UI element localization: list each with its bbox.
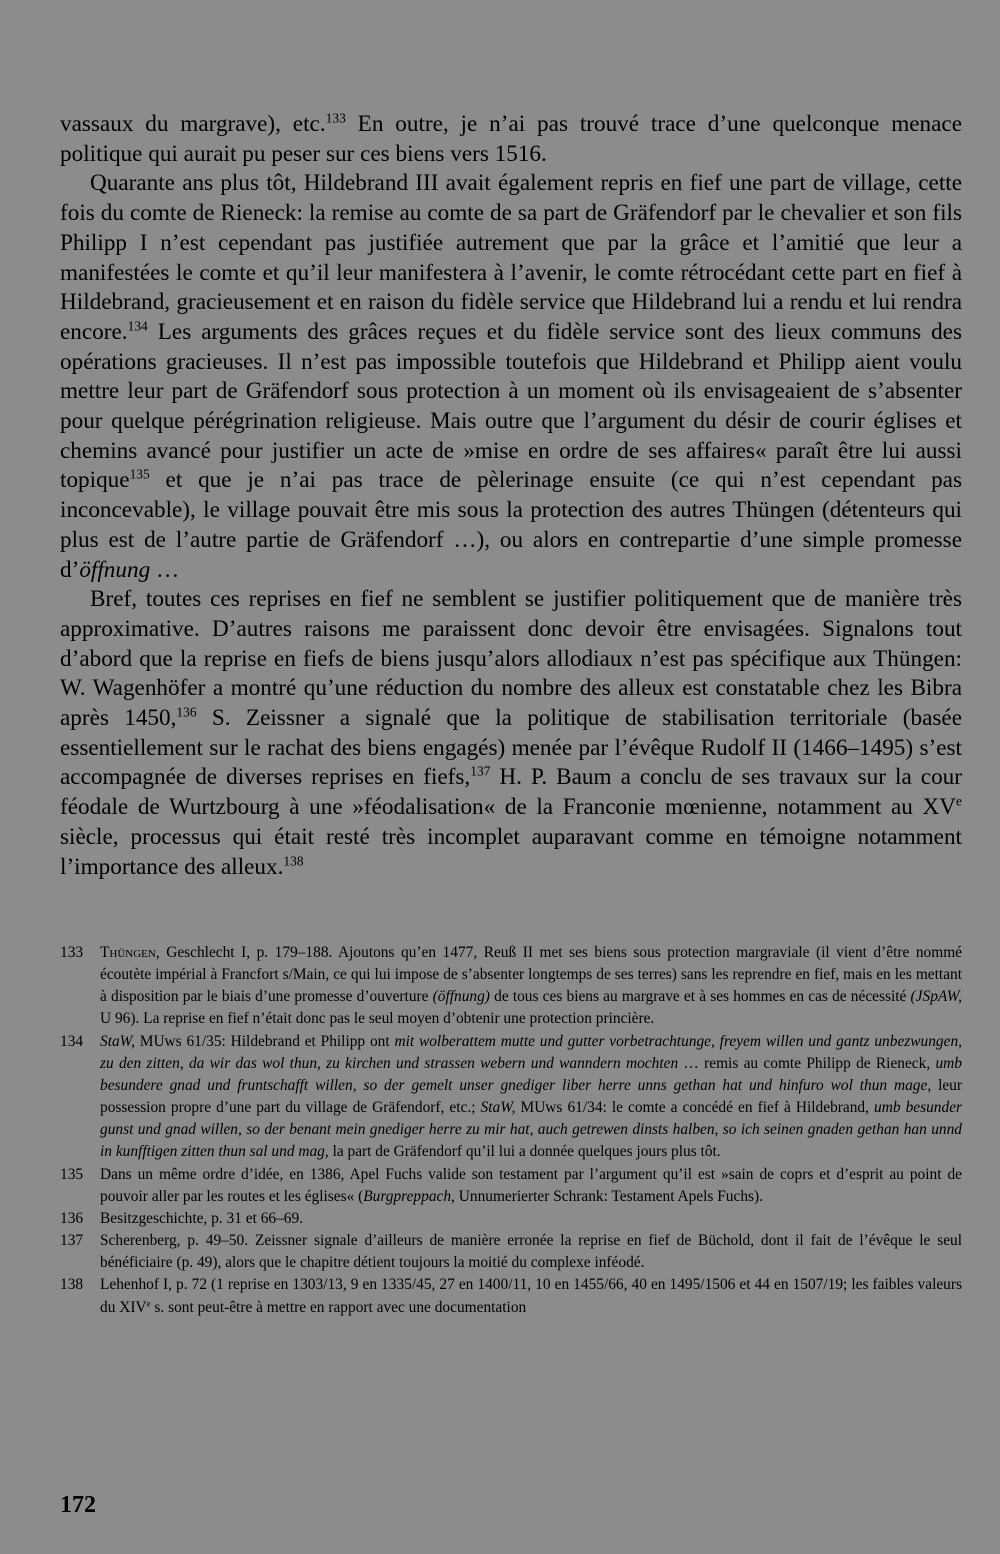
text-run: MUws 61/35: Hildebrand et Philipp ont	[134, 1032, 395, 1050]
footnote-number: 137	[60, 1232, 84, 1250]
text-run: de tous ces biens au margrave et à ses hommes en cas de nécessité	[489, 988, 911, 1006]
paragraph-3	[60, 585, 962, 882]
footnote-ref-135[interactable]: 135	[129, 467, 150, 483]
text-run: Unnumerierter Schrank: Testament Apels Fuchs).	[454, 1187, 763, 1205]
text-run: leur possession propre d’une part du village de Gräfendorf, etc.;	[100, 1076, 962, 1117]
italic-quote: mit wolberattem mutte und gutter vorbetrachtunge, freyem willen und gantz unbezwungen, zu den zitten, da wir das wol thun, zu kirchen und strassen webern und wanndern mochten	[100, 1032, 962, 1072]
text-run: …	[150, 556, 180, 583]
footnote-ref-136[interactable]: 136	[176, 704, 197, 720]
footnote-133	[60, 942, 962, 1031]
footnote-ref-137[interactable]: 137	[470, 764, 491, 780]
text-run: Lehenhof I, p. 72 (1 reprise en 1303/13, 9 en 1335/45, 27 en 1400/11, 10 en 1455/66, 40 en 1495/1506 et 44 en 1507/19; les faibles valeurs du XIV	[100, 1276, 962, 1316]
footnote-number: 133	[60, 944, 84, 961]
paragraph-1	[60, 110, 962, 169]
text-run: et que je n’ai pas trace de pèlerinage ensuite (ce qui n’est cependant pas inconcevable), le village pouvait être mis sous la protection des autres Thüngen (détenteurs qui plus est de l’autre partie de Gräfendorf …), ou alors en contrepartie d’une simple promesse d’	[60, 467, 962, 583]
text-run: Scherenberg, p. 49–50. Zeissner signale d’ailleurs de manière erronée la reprise en fief de Büchold, dont il fait de l’évêque le seul bénéficiaire (p. 49), alors que le chapitre détient toujours la moitié du complexe inféodé.	[100, 1232, 962, 1272]
text-run: En outre, je n’ai pas trouvé trace d’une quelconque menace politique qui aurait pu peser sur ces biens vers 1516.	[60, 111, 962, 167]
footnote-136	[60, 1208, 962, 1230]
page-number: 172	[60, 1492, 96, 1518]
text-run: vassaux du margrave), etc.	[60, 111, 326, 137]
text-run: Dans un même ordre d’idée, en 1386, Apel Fuchs valide son testament par l’argument qu’il est »sain de coprs et d’esprit au point de pouvoir aller par les routes et les églises« (	[100, 1165, 962, 1205]
footnote-number: 136	[60, 1209, 84, 1227]
superscript-e: e	[146, 1297, 151, 1308]
italic-term: Burgpreppach,	[363, 1187, 455, 1205]
footnote-135	[60, 1164, 962, 1208]
paragraph-2	[60, 169, 962, 585]
footnote-134	[60, 1031, 962, 1164]
text-run: S. Zeissner a signalé que la politique de stabilisation territoriale (basée essentiellement sur le rachat des biens engagés) menée par l’évêque Rudolf II (1466–1495) s’est accompagnée de diverses reprises en fiefs,	[60, 705, 962, 791]
footnote-number: 138	[60, 1276, 84, 1294]
text-run: … remis au comte Philipp de Rieneck,	[678, 1054, 936, 1072]
text-run: la part de Gräfendorf qu’il lui a donnée quelques jours plus tôt.	[328, 1143, 721, 1161]
italic-term: StaW,	[100, 1032, 135, 1050]
author-name: Thüngen	[100, 944, 156, 961]
main-text	[60, 110, 962, 882]
footnote-ref-138[interactable]: 138	[283, 853, 304, 869]
footnote-number: 134	[60, 1032, 84, 1050]
text-run: Besitzgeschichte, p. 31 et 66–69.	[100, 1209, 304, 1227]
text-run: , Geschlecht I, p. 179–188. Ajoutons qu’en 1477, Reuß II met ses biens sous protection margraviale (il vient d’être nommé écoutète impérial à Francfort s/Main, ce qui lui impose de s’absenter longtemps de ses terres) sans les reprendre en fief, mais en les mettant à disposition par le biais d’une promesse d’ouverture	[100, 944, 962, 1006]
italic-term: öffnung	[79, 556, 151, 583]
text-run: MUws 61/34: le comte a concédé en fief à Hildebrand,	[515, 1099, 875, 1117]
italic-quote: umb besunder gunst und gnad willen, so der benant mein gnediger herre zu mir hat, auch getrewen dinsts halben, so ich seinen gnaden gethan han unnd in kunfftigen zitten thun sal und mag,	[100, 1099, 963, 1161]
italic-term: (öffnung)	[432, 988, 490, 1006]
footnote-number: 135	[60, 1165, 84, 1183]
italic-quote: umb besundere gnad und fruntschafft willen, so der gemelt unser gnediger liber herre unns gethan hat und hinfuro wol thun mage,	[100, 1054, 962, 1094]
footnote-ref-133[interactable]: 133	[325, 110, 346, 126]
superscript-e: e	[956, 793, 962, 809]
text-run: siècle, processus qui était resté très incomplet auparavant comme en témoigne notamment l’importance des alleux.	[60, 823, 962, 880]
text-run: Les arguments des grâces reçues et du fidèle service sont des lieux communs des opérations gracieuses. Il n’est pas impossible toutefois que Hildebrand et Philipp aient voulu mettre leur part de Gräfendorf sous protection à un moment où ils envisageaient de s’absenter pour quelque pérégrination religieuse. Mais outre que l’argument du désir de courir églises et chemins avancé pour justifier un acte de »mise en ordre de ses affaires« paraît être lui aussi topique	[60, 318, 962, 494]
footnote-137	[60, 1230, 962, 1274]
italic-term: (JSpAW,	[910, 988, 962, 1006]
text-run: Quarante ans plus tôt, Hildebrand III avait également repris en fief une part de village, cette fois du comte de Rieneck: la remise au comte de sa part de Gräfendorf par le chevalier et son fils Philipp I n’est cependant pas justifiée autrement que par la grâce et l’amitié que leur a manifestées le comte et qu’il leur manifestera à l’avenir, le comte rétrocédant cette part en fief à Hildebrand, gracieusement et en raison du fidèle service que Hildebrand lui a rendu et lui rendra encore.	[60, 170, 962, 345]
text-run: H. P. Baum a conclu de ses travaux sur la cour féodale de Wurtzbourg à une »féodalisation« de la Franconie mœnienne, notamment au XV	[60, 764, 962, 821]
text-run: s. sont peut-être à mettre en rapport avec une documentation	[150, 1298, 527, 1316]
footnote-138	[60, 1274, 962, 1318]
text-run: U 96). La reprise en fief n’était donc pas le seul moyen d’obtenir une protection princière.	[100, 1010, 655, 1028]
footnotes	[60, 942, 962, 1319]
text-run: Bref, toutes ces reprises en fief ne semblent se justifier politiquement que de manière très approximative. D’autres raisons me paraissent donc devoir être envisagées. Signalons tout d’abord que la reprise en fiefs de biens jusqu’alors allodiaux n’est pas spécifique aux Thüngen: W. Wagenhöfer a montré qu’une réduction du nombre des alleux est constatable chez les Bibra après 1450,	[60, 586, 962, 732]
italic-term: StaW,	[480, 1099, 516, 1117]
footnote-ref-134[interactable]: 134	[127, 318, 148, 334]
